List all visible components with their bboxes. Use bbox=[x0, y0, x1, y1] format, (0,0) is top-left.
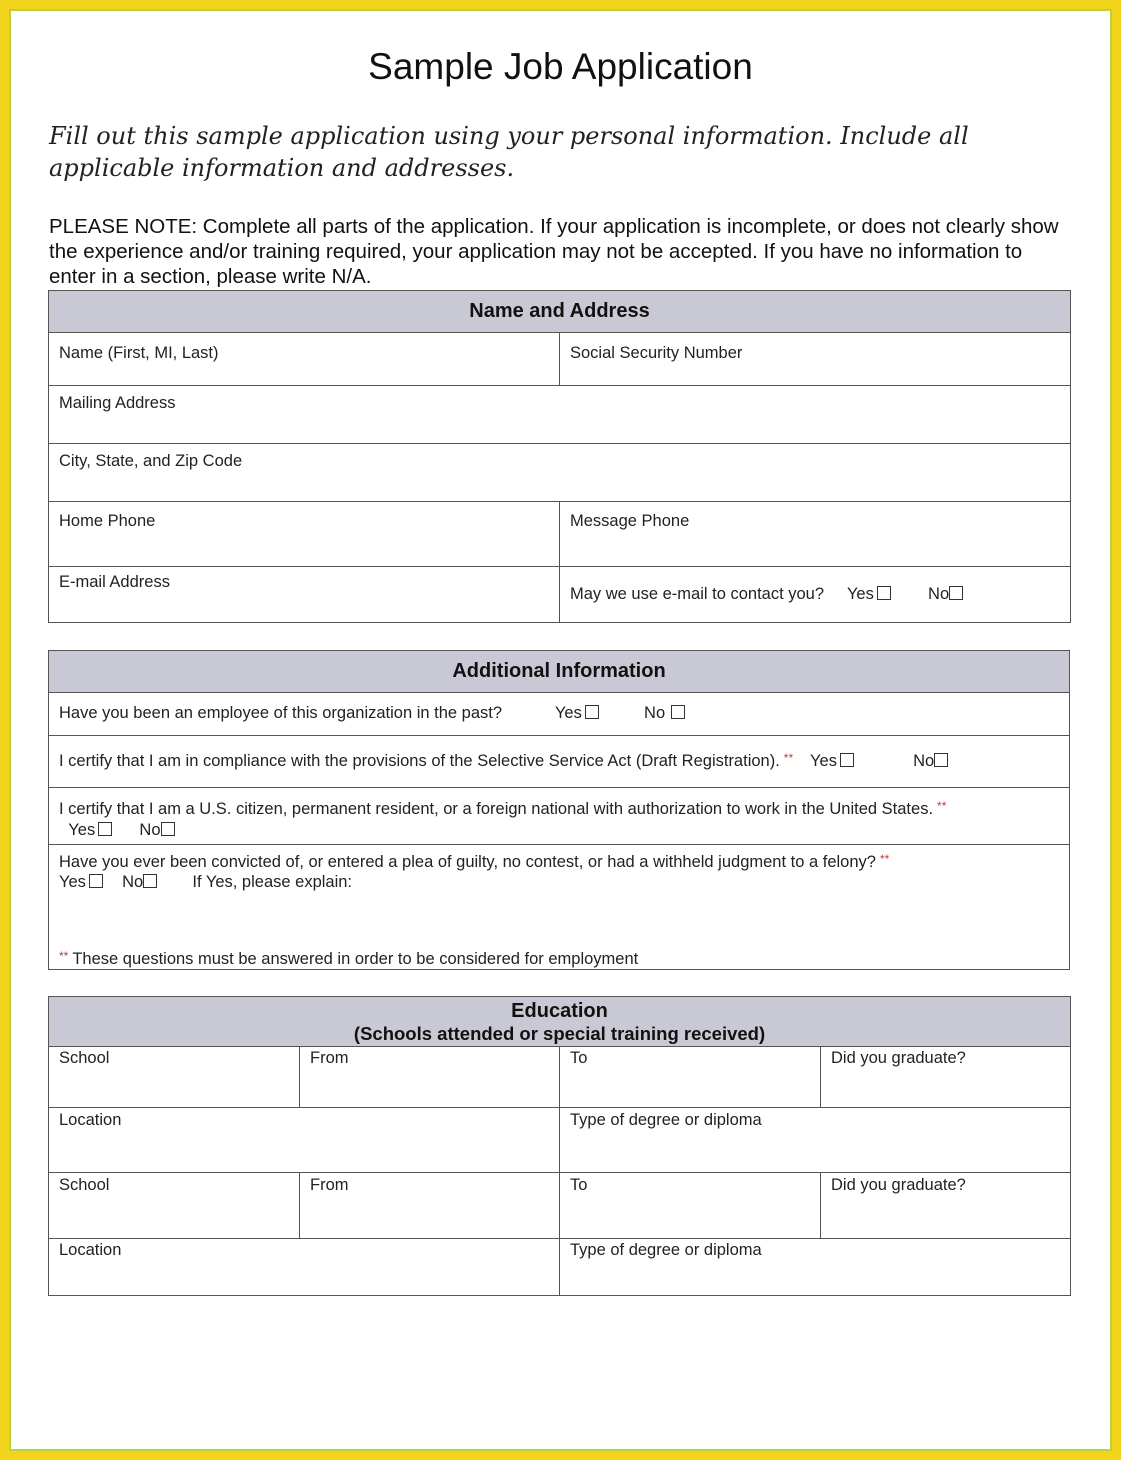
selective-service-question: I certify that I am in compliance with the provisions of the Selective Service Act (Draft Registration). bbox=[59, 752, 780, 770]
intro-text: Fill out this sample application using your personal information. Include all applicable information and addresses. bbox=[49, 122, 969, 182]
from-label: From bbox=[310, 1176, 349, 1194]
name-address-heading: Name and Address bbox=[49, 291, 1071, 333]
email-label: E-mail Address bbox=[59, 573, 170, 591]
location-label: Location bbox=[59, 1111, 122, 1129]
to-field-1[interactable] bbox=[560, 1047, 821, 1108]
location-label: Location bbox=[59, 1241, 122, 1259]
email-contact-question: May we use e-mail to contact you? bbox=[570, 585, 825, 603]
additional-info-heading: Additional Information bbox=[49, 651, 1070, 693]
to-field-2[interactable] bbox=[560, 1173, 821, 1239]
email-contact-row bbox=[560, 567, 1071, 623]
graduate-label: Did you graduate? bbox=[831, 1176, 966, 1194]
citizen-yes-label: Yes bbox=[68, 821, 96, 839]
home-phone-field[interactable] bbox=[49, 502, 560, 567]
education-section bbox=[48, 996, 1071, 1296]
selective-no-label: No bbox=[913, 752, 935, 770]
please-note-text: PLEASE NOTE: Complete all parts of the application. If your application is incomplete, or does not clearly show the experience and/or training required, your application may not be accepted. If you have no information to enter in a section, please write N/A. bbox=[49, 215, 1059, 288]
city-state-zip-field[interactable] bbox=[49, 444, 1071, 502]
employee-question-row bbox=[49, 693, 1070, 736]
education-subheading: (Schools attended or special training received) bbox=[353, 1022, 766, 1044]
required-marker: ** bbox=[783, 751, 794, 765]
school-field-1[interactable] bbox=[49, 1047, 300, 1108]
employee-no-label: No bbox=[644, 704, 666, 722]
email-contact-yes-label: Yes bbox=[846, 585, 874, 603]
felony-no-checkbox[interactable] bbox=[143, 874, 157, 888]
school-label: School bbox=[59, 1176, 110, 1194]
name-field[interactable] bbox=[49, 333, 560, 386]
footnote-marker: ** bbox=[59, 949, 69, 963]
employee-no-checkbox[interactable] bbox=[671, 705, 685, 719]
from-field-2[interactable] bbox=[300, 1173, 560, 1239]
email-field[interactable] bbox=[49, 567, 560, 623]
felony-row bbox=[49, 845, 1070, 970]
school-label: School bbox=[59, 1049, 110, 1067]
name-label: Name (First, MI, Last) bbox=[59, 344, 219, 362]
from-label: From bbox=[310, 1049, 349, 1067]
selective-no-checkbox[interactable] bbox=[934, 753, 948, 767]
citizenship-question: I certify that I am a U.S. citizen, permanent resident, or a foreign national with authorization to work in the United States. bbox=[59, 800, 934, 818]
to-label: To bbox=[570, 1049, 588, 1067]
home-phone-label: Home Phone bbox=[59, 512, 156, 530]
graduate-label: Did you graduate? bbox=[831, 1049, 966, 1067]
degree-label: Type of degree or diploma bbox=[570, 1241, 762, 1259]
felony-no-label: No bbox=[122, 873, 144, 891]
employee-yes-label: Yes bbox=[554, 704, 582, 722]
mailing-address-label: Mailing Address bbox=[59, 394, 176, 412]
felony-yes-label: Yes bbox=[59, 873, 86, 891]
felony-question: Have you ever been convicted of, or entered a plea of guilty, no contest, or had a withheld judgment to a felony? bbox=[59, 853, 876, 871]
employee-question: Have you been an employee of this organization in the past? bbox=[59, 704, 503, 722]
school-field-2[interactable] bbox=[49, 1173, 300, 1239]
felony-explain-label: If Yes, please explain: bbox=[192, 873, 353, 891]
selective-yes-checkbox[interactable] bbox=[840, 753, 854, 767]
degree-field-1[interactable] bbox=[560, 1108, 1071, 1173]
location-field-1[interactable] bbox=[49, 1108, 560, 1173]
graduate-field-2[interactable] bbox=[821, 1173, 1071, 1239]
location-field-2[interactable] bbox=[49, 1239, 560, 1296]
name-address-section bbox=[48, 290, 1071, 623]
graduate-field-1[interactable] bbox=[821, 1047, 1071, 1108]
ssn-field[interactable] bbox=[560, 333, 1071, 386]
selective-service-row bbox=[49, 736, 1070, 788]
message-phone-field[interactable] bbox=[560, 502, 1071, 567]
email-contact-no-label: No bbox=[928, 585, 950, 603]
required-marker: ** bbox=[879, 852, 890, 866]
education-heading-block bbox=[49, 997, 1071, 1047]
degree-field-2[interactable] bbox=[560, 1239, 1071, 1296]
email-contact-yes-checkbox[interactable] bbox=[877, 586, 891, 600]
from-field-1[interactable] bbox=[300, 1047, 560, 1108]
education-heading: Education bbox=[511, 999, 608, 1022]
degree-label: Type of degree or diploma bbox=[570, 1111, 762, 1129]
required-footnote: These questions must be answered in order to be considered for employment bbox=[72, 950, 639, 968]
additional-info-section bbox=[48, 650, 1070, 970]
mailing-address-field[interactable] bbox=[49, 386, 1071, 444]
email-contact-no-checkbox[interactable] bbox=[949, 586, 963, 600]
required-marker: ** bbox=[937, 799, 947, 813]
ssn-label: Social Security Number bbox=[570, 344, 743, 362]
citizen-no-label: No bbox=[139, 821, 161, 839]
citizen-yes-checkbox[interactable] bbox=[98, 822, 112, 836]
message-phone-label: Message Phone bbox=[570, 512, 690, 530]
citizen-no-checkbox[interactable] bbox=[161, 822, 175, 836]
citizenship-row bbox=[49, 788, 1070, 845]
to-label: To bbox=[570, 1176, 588, 1194]
city-state-zip-label: City, State, and Zip Code bbox=[59, 452, 243, 470]
page-title: Sample Job Application bbox=[368, 46, 753, 87]
selective-yes-label: Yes bbox=[810, 752, 837, 770]
employee-yes-checkbox[interactable] bbox=[585, 705, 599, 719]
felony-yes-checkbox[interactable] bbox=[89, 874, 103, 888]
